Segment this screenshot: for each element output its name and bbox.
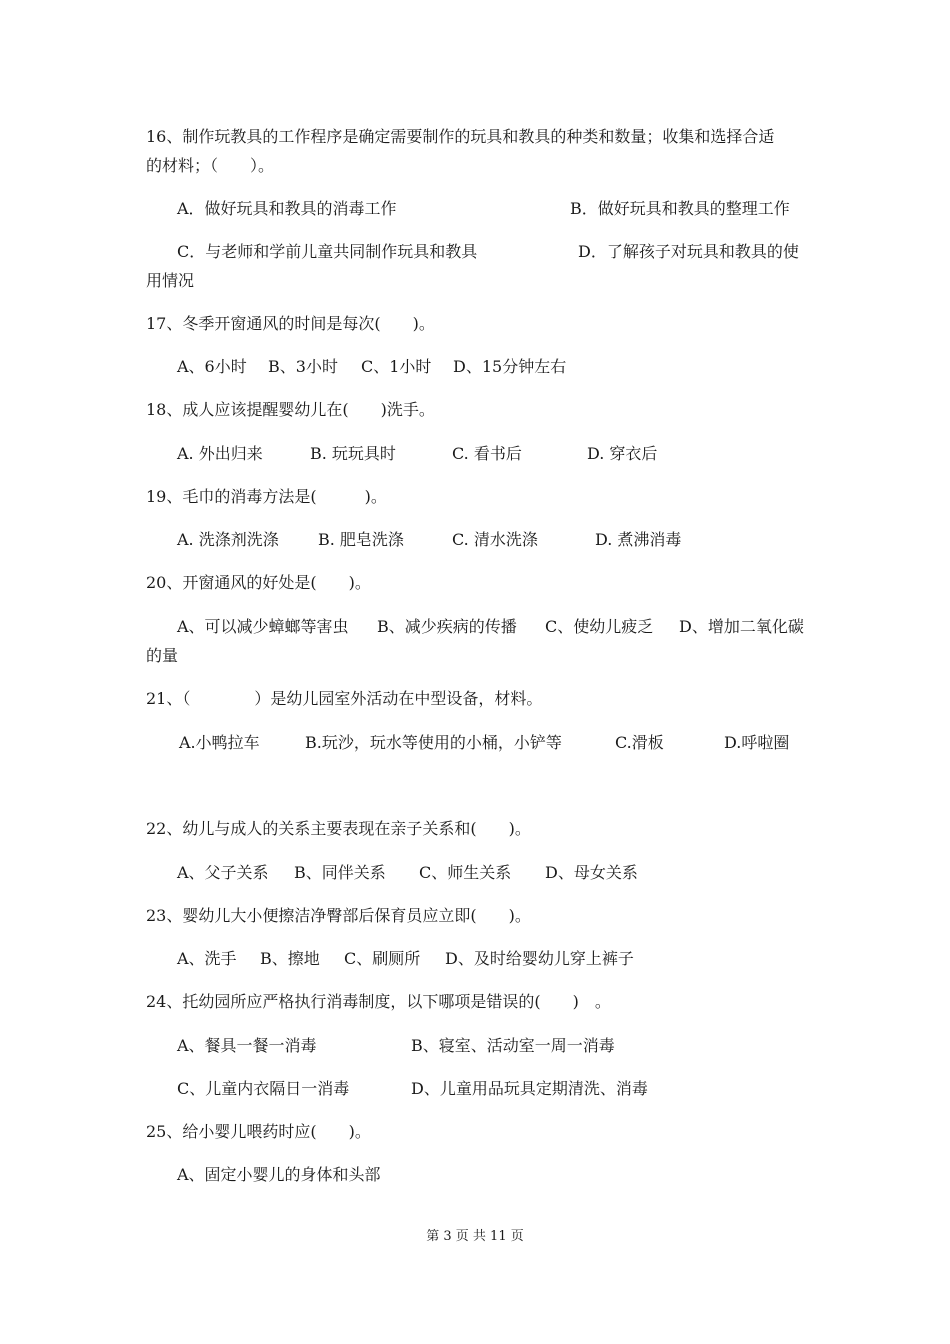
q18-option-c: C. 看书后 <box>452 444 522 463</box>
q16-option-b: B．做好玩具和教具的整理工作 <box>570 199 790 218</box>
q21-option-b: B.玩沙，玩水等使用的小桶，小铲等 <box>305 733 562 752</box>
q21-stem: 21、（ ）是幼儿园室外活动在中型设备，材料。 <box>146 689 543 708</box>
q25-option-a: A、固定小婴儿的身体和头部 <box>177 1165 381 1184</box>
q23-option-a: A、洗手 <box>177 949 237 968</box>
q23-option-d: D、及时给婴幼儿穿上裤子 <box>445 949 634 968</box>
q24-stem: 24、托幼园所应严格执行消毒制度，以下哪项是错误的( ) 。 <box>146 992 611 1011</box>
q20-option-d-wrap: 的量 <box>146 646 179 665</box>
q20-option-b: B、减少疾病的传播 <box>377 617 517 636</box>
q22-stem: 22、幼儿与成人的关系主要表现在亲子关系和( )。 <box>146 819 531 838</box>
q18-option-a: A. 外出归来 <box>177 444 263 463</box>
q18-option-d: D. 穿衣后 <box>587 444 658 463</box>
q20-option-c: C、使幼儿疲乏 <box>545 617 654 636</box>
q19-option-d: D. 煮沸消毒 <box>595 530 682 549</box>
q16-option-c: C．与老师和学前儿童共同制作玩具和教具 <box>177 242 478 261</box>
q19-option-a: A. 洗涤剂洗涤 <box>177 530 279 549</box>
q18-option-b: B. 玩玩具时 <box>310 444 396 463</box>
q16-option-d-wrap: 用情况 <box>146 271 195 290</box>
q16-option-a: A．做好玩具和教具的消毒工作 <box>177 199 397 218</box>
q17-option-a: A、6小时 <box>177 357 247 376</box>
q22-option-c: C、师生关系 <box>419 863 512 882</box>
q17-option-b: B、3小时 <box>268 357 338 376</box>
q17-option-d: D、15分钟左右 <box>453 357 567 376</box>
q20-option-a: A、可以减少蟑螂等害虫 <box>177 617 349 636</box>
q19-option-c: C. 清水洗涤 <box>452 530 538 549</box>
page-footer: 第 3 页 共 11 页 <box>426 1229 524 1244</box>
q24-option-a: A、餐具一餐一消毒 <box>177 1036 317 1055</box>
q22-option-d: D、母女关系 <box>545 863 638 882</box>
q21-option-d: D.呼啦圈 <box>724 733 790 752</box>
q18-stem: 18、成人应该提醒婴幼儿在( )洗手。 <box>146 400 435 419</box>
q21-option-a: A.小鸭拉车 <box>179 733 260 752</box>
q16-stem-line2: 的材料；（ ）。 <box>146 156 275 175</box>
q17-stem: 17、冬季开窗通风的时间是每次( )。 <box>146 314 435 333</box>
q23-option-b: B、擦地 <box>260 949 320 968</box>
q24-option-c: C、儿童内衣隔日一消毒 <box>177 1079 350 1098</box>
q24-option-d: D、儿童用品玩具定期清洗、消毒 <box>411 1079 648 1098</box>
q17-option-c: C、1小时 <box>361 357 432 376</box>
q22-option-a: A、父子关系 <box>177 863 269 882</box>
q16-option-d: D．了解孩子对玩具和教具的使 <box>578 242 799 261</box>
q25-stem: 25、给小婴儿喂药时应( )。 <box>146 1122 371 1141</box>
q23-stem: 23、婴幼儿大小便擦洁净臀部后保育员应立即( )。 <box>146 906 531 925</box>
q20-option-d: D、增加二氧化碳 <box>679 617 804 636</box>
q24-option-b: B、寝室、活动室一周一消毒 <box>411 1036 615 1055</box>
q22-option-b: B、同伴关系 <box>294 863 386 882</box>
q19-option-b: B. 肥皂洗涤 <box>318 530 404 549</box>
q16-stem-line1: 16、制作玩教具的工作程序是确定需要制作的玩具和教具的种类和数量；收集和选择合适 <box>146 127 775 146</box>
q21-option-c: C.滑板 <box>615 733 664 752</box>
q20-stem: 20、开窗通风的好处是( )。 <box>146 573 371 592</box>
q19-stem: 19、毛巾的消毒方法是( )。 <box>146 487 387 506</box>
q23-option-c: C、刷厕所 <box>344 949 421 968</box>
